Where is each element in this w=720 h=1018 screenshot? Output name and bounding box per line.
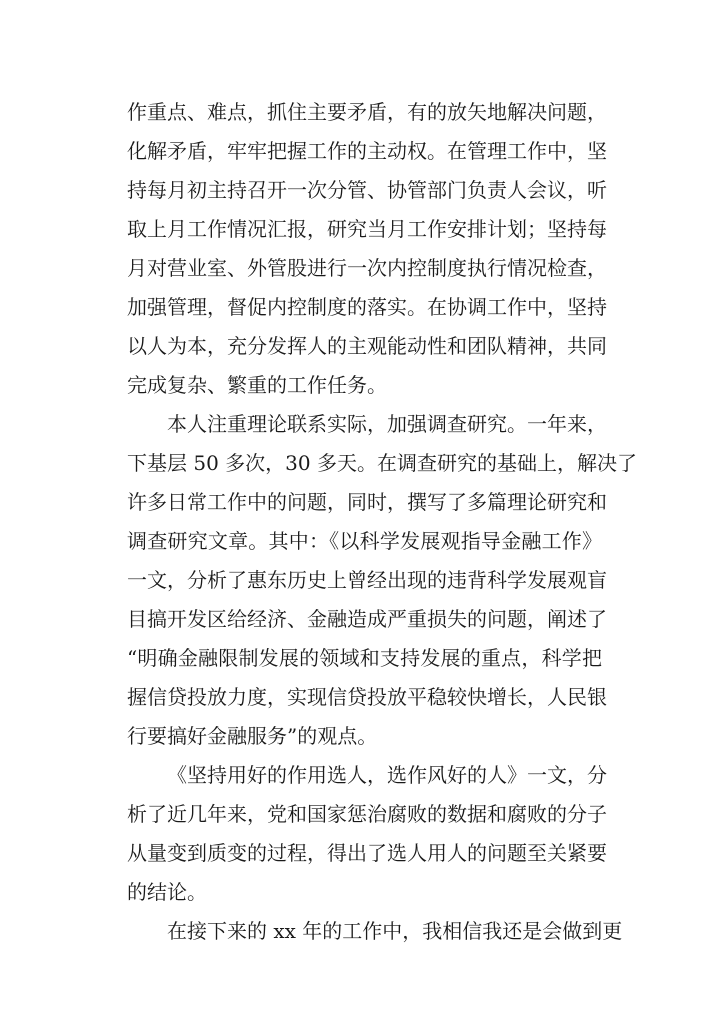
text-line: 完成复杂、繁重的工作任务。 xyxy=(127,373,387,397)
text-line: 从量变到质变的过程，得出了选人用人的问题至关紧要 xyxy=(127,841,607,865)
text-line: 握信贷投放力度，实现信贷投放平稳较快增长，人民银 xyxy=(127,685,607,709)
text-line: 调查研究文章。其中：《以科学发展观指导金融工作》 xyxy=(127,529,602,553)
text-line: 持每月初主持召开一次分管、协管部门负责人会议，听 xyxy=(127,178,607,202)
text-line: 加强管理，督促内控制度的落实。在协调工作中，坚持 xyxy=(127,295,607,319)
text-line: 析了近几年来，党和国家惩治腐败的数据和腐败的分子 xyxy=(127,802,607,826)
text-line: 目搞开发区给经济、金融造成严重损失的问题，阐述了 xyxy=(127,607,607,631)
text-line: “明确金融限制发展的领域和支持发展的重点，科学把 xyxy=(127,646,602,670)
text-line: 下基层 50 多次，30 多天。在调查研究的基础上，解决了 xyxy=(127,451,637,475)
text-line: 许多日常工作中的问题，同时，撰写了多篇理论研究和 xyxy=(127,490,607,514)
text-line: 一文，分析了惠东历史上曾经出现的违背科学发展观盲 xyxy=(127,568,607,592)
paragraph-first-line: 《坚持用好的作用选人，选作风好的人》一文，分 xyxy=(167,763,607,787)
text-line: 化解矛盾，牢牢把握工作的主动权。在管理工作中，坚 xyxy=(127,139,607,163)
text-line: 作重点、难点，抓住主要矛盾，有的放矢地解决问题， xyxy=(127,100,607,124)
text-line: 取上月工作情况汇报，研究当月工作安排计划；坚持每 xyxy=(127,217,607,241)
paragraph-first-line: 在接下来的 xx 年的工作中，我相信我还是会做到更 xyxy=(167,919,623,943)
text-line: 行要搞好金融服务”的观点。 xyxy=(127,724,378,748)
text-line: 的结论。 xyxy=(127,880,207,904)
paragraph-first-line: 本人注重理论联系实际，加强调查研究。一年来， xyxy=(167,412,607,436)
text-line: 月对营业室、外管股进行一次内控制度执行情况检查， xyxy=(127,256,607,280)
text-line: 以人为本，充分发挥人的主观能动性和团队精神，共同 xyxy=(127,334,607,358)
